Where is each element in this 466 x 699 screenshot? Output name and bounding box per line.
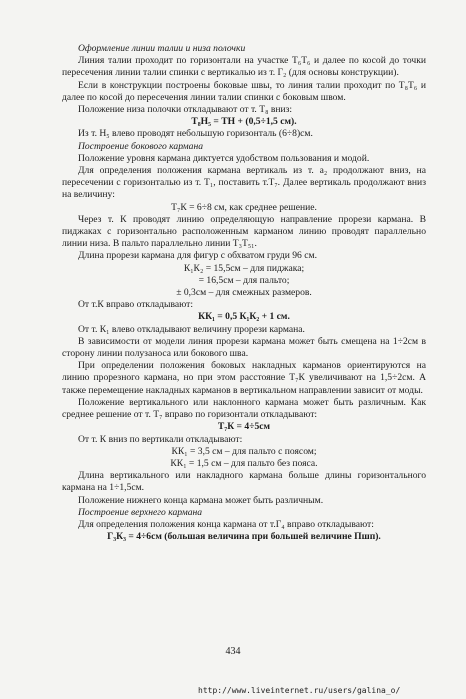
paragraph: Для определения положения кармана вертикаль из т. а₂ продолжают вниз, на пересечении с горизонталью из т. Т₁, поставить т.Т₇. Далее вертикаль продолжают вниз на величину: (62, 165, 426, 201)
paragraph: От т.К вправо откладывают: (78, 299, 194, 311)
page-number: 434 (225, 646, 241, 657)
paragraph: Для определения положения конца кармана от т.Г₄ вправо откладывают: (78, 518, 374, 530)
formula: К₁К₂ = 15,5см – для пиджака; (183, 262, 305, 274)
paragraph: Линия талии проходит по горизонтали на участке Т₆Т₆ и далее по косой до точки пересечения линии талии спинки с вертикалью из т. Г₂ (для основы конструкции). (62, 55, 426, 79)
formula: Т₇К = 6÷8 см, как среднее решение. (171, 201, 317, 213)
paragraph: Если в конструкции построены боковые швы, то линия талии проходит по Т₈Т₆ и далее по косой до пересечения линии талии спинки с боковым швом. (62, 79, 426, 103)
paragraph: От т. К вниз по вертикали откладывают: (78, 433, 243, 445)
formula: КК₁ = 1,5 см – для пальто без пояса. (170, 457, 318, 469)
paragraph: Положение низа полочки откладывают от т. Т₈ вниз: (78, 104, 293, 116)
paragraph: Через т. К проводят линию определяющую направление прорези кармана. В пиджаках с горизонтально расположенным карманом линию проводят параллельно линии низа. В пальто параллельно линии Т₃Т₅₁. (62, 213, 426, 250)
paragraph: При определении положения боковых накладных карманов ориентируются на линию прорезного кармана, но при этом расстояние Т₇К увеличивают на 1,5÷2см. А также перемещение накладных карманов в вертикальном направлении зависит от моды. (62, 360, 426, 396)
formula: Т₇К = 4÷5см (217, 421, 271, 433)
paragraph: В зависимости от модели линия прорези кармана может быть смещена на 1÷2см в сторону линии полузаноса или бокового шва. (62, 335, 426, 360)
paragraph: Из т. Н₅ влево проводят небольшую горизонталь (6÷8)см. (78, 128, 313, 140)
paragraph: Длина вертикального или накладного кармана больше длины горизонтального кармана на 1÷1,5см. (62, 470, 426, 494)
text-body (62, 43, 426, 543)
formula: = 16,5см – для пальто; (198, 274, 290, 286)
formula: КК₁ = 0,5 К₁К₂ + 1 см. (198, 311, 290, 323)
paragraph: От т. К₁ влево откладывают величину прорези кармана. (78, 323, 305, 335)
heading-side-pocket: Построение бокового кармана (78, 140, 204, 152)
formula: Т₈Н₅ = ТН + (0,5÷1,5 см). (191, 116, 297, 128)
paragraph: Положение уровня кармана диктуется удобством пользования и модой. (78, 152, 370, 164)
paragraph: Длина прорези кармана для фигур с обхватом груди 96 см. (78, 250, 317, 262)
heading-waist-line: Оформление линии талии и низа полочки (78, 43, 246, 54)
formula: КК₁ = 3,5 см – для пальто с поясом; (171, 445, 317, 457)
paragraph: Положение нижнего конца кармана может быть различным. (78, 494, 324, 506)
formula: Г₃К₃ = 4÷6см (большая величина при большей величине Пшп). (107, 531, 381, 543)
watermark-url: http://www.liveinternet.ru/users/galina_o/ (198, 686, 401, 695)
heading-upper-pocket: Построение верхнего кармана (78, 506, 203, 518)
formula: ± 0,3см – для смежных размеров. (176, 287, 312, 299)
paragraph: Положение вертикального или наклонного кармана может быть различным. Как среднее решение от т. Т₇ вправо по горизонтали откладывают: (62, 396, 426, 421)
